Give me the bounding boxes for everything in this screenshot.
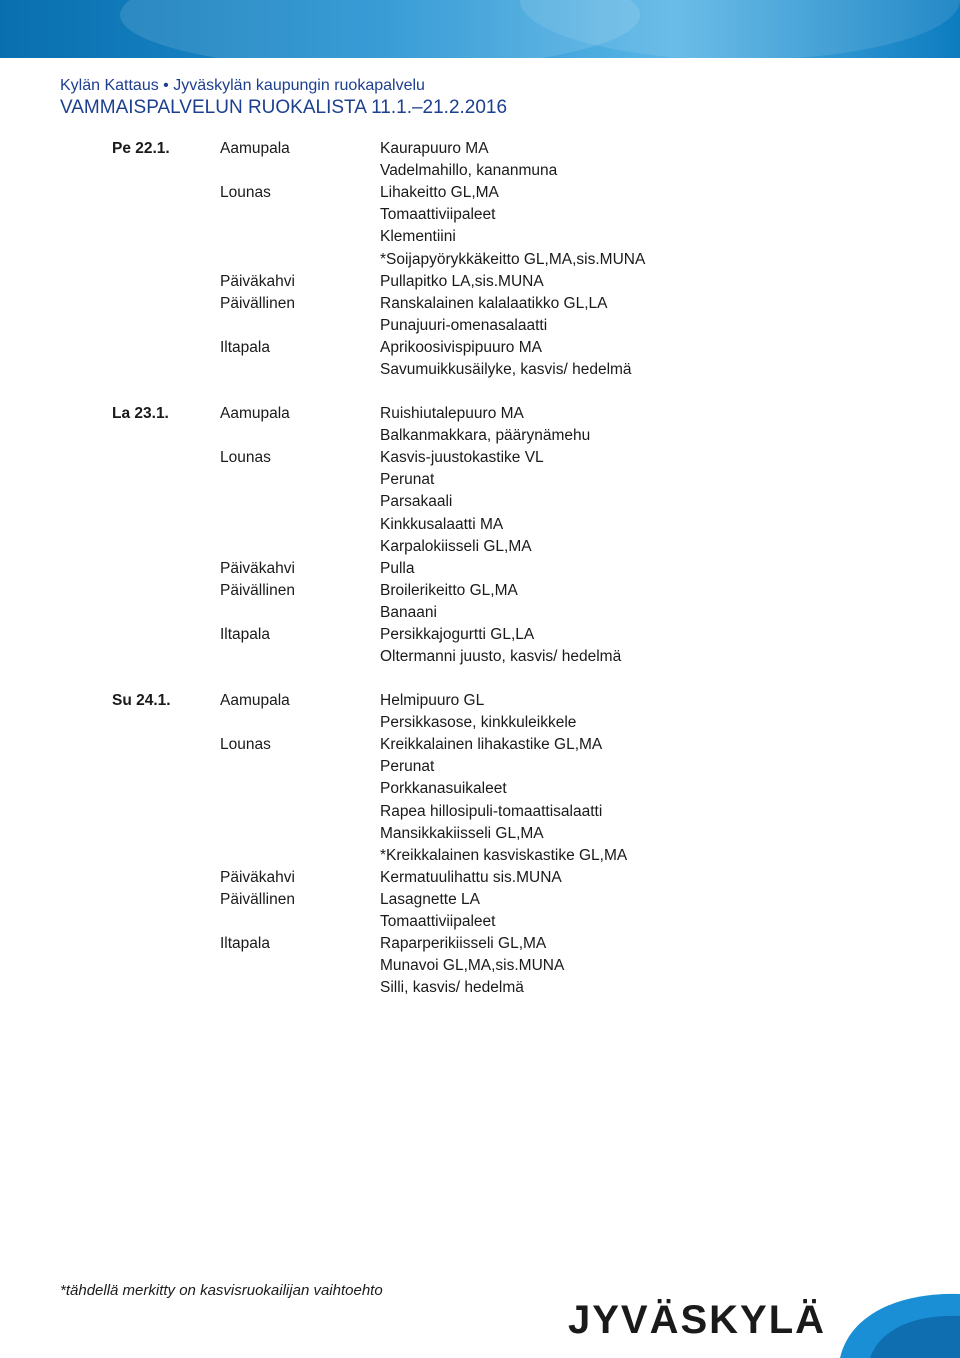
meal-label: Aamupala	[220, 140, 290, 157]
meal-label: Iltapala	[220, 935, 270, 952]
dish-item: Rapea hillosipuli-tomaattisalaatti	[380, 803, 603, 820]
day-date: La 23.1.	[112, 405, 169, 422]
dish-item: Broilerikeitto GL,MA	[380, 582, 518, 599]
dish-item: Persikkajogurtti GL,LA	[380, 626, 535, 643]
meal-label: Päiväkahvi	[220, 869, 295, 886]
day-date: Pe 22.1.	[112, 140, 170, 157]
dish-item: Lihakeitto GL,MA	[380, 184, 499, 201]
menu-title: VAMMAISPALVELUN RUOKALISTA 11.1.–21.2.2016	[60, 97, 508, 118]
dish-item: Banaani	[380, 604, 437, 621]
dish-item: *Kreikkalainen kasviskastike GL,MA	[380, 847, 628, 864]
meal-label: Iltapala	[220, 339, 270, 356]
dish-item: Helmipuuro GL	[380, 692, 485, 709]
meal-label: Päiväkahvi	[220, 273, 295, 290]
dish-item: Raparperikiisseli GL,MA	[380, 935, 547, 952]
dish-item: Silli, kasvis/ hedelmä	[380, 979, 524, 996]
dish-item: Vadelmahillo, kananmuna	[380, 162, 558, 179]
meal-label: Iltapala	[220, 626, 270, 643]
organization-line: Kylän Kattaus • Jyväskylän kaupungin ruokapalvelu	[60, 77, 425, 94]
dish-item: Perunat	[380, 758, 435, 775]
dish-item: Kasvis-juustokastike VL	[380, 449, 544, 466]
dish-item: Munavoi GL,MA,sis.MUNA	[380, 957, 565, 974]
jyvaskyla-logo-swirl-icon	[800, 1284, 960, 1358]
dish-item: Kreikkalainen lihakastike GL,MA	[380, 736, 603, 753]
dish-item: Kinkkusalaatti MA	[380, 516, 504, 533]
dish-item: Porkkanasuikaleet	[380, 780, 507, 797]
dish-item: *Soijapyörykkäkeitto GL,MA,sis.MUNA	[380, 251, 646, 268]
dish-item: Perunat	[380, 471, 435, 488]
dish-item: Tomaattiviipaleet	[380, 206, 496, 223]
dish-item: Parsakaali	[380, 493, 453, 510]
dish-item: Ruishiutalepuuro MA	[380, 405, 524, 422]
top-banner	[0, 0, 960, 58]
meal-label: Aamupala	[220, 405, 290, 422]
meal-label: Päivällinen	[220, 582, 295, 599]
meal-label: Lounas	[220, 736, 271, 753]
dish-item: Klementiini	[380, 228, 456, 245]
dish-item: Karpalokiisseli GL,MA	[380, 538, 532, 555]
meal-label: Päivällinen	[220, 891, 295, 908]
dish-item: Ranskalainen kalalaatikko GL,LA	[380, 295, 608, 312]
dish-item: Punajuuri-omenasalaatti	[380, 317, 548, 334]
meal-label: Lounas	[220, 184, 271, 201]
page-header	[60, 76, 507, 120]
dish-item: Savumuikkusäilyke, kasvis/ hedelmä	[380, 361, 632, 378]
logo-wordmark: JYVÄSKYLÄ	[568, 1298, 827, 1342]
banner-swirl	[520, 0, 960, 58]
meal-label: Päivällinen	[220, 295, 295, 312]
dish-item: Pullapitko LA,sis.MUNA	[380, 273, 544, 290]
meal-label: Lounas	[220, 449, 271, 466]
dish-item: Persikkasose, kinkkuleikkele	[380, 714, 577, 731]
dish-item: Mansikkakiisseli GL,MA	[380, 825, 544, 842]
dish-item: Lasagnette LA	[380, 891, 480, 908]
dish-item: Tomaattiviipaleet	[380, 913, 496, 930]
meal-label: Päiväkahvi	[220, 560, 295, 577]
dish-item: Kaurapuuro MA	[380, 140, 489, 157]
footnote: *tähdellä merkitty on kasvisruokailijan vaihtoehto	[60, 1282, 383, 1299]
day-date: Su 24.1.	[112, 692, 171, 709]
dish-item: Balkanmakkara, päärynämehu	[380, 427, 591, 444]
dish-item: Aprikoosivispipuuro MA	[380, 339, 542, 356]
dish-item: Pulla	[380, 560, 415, 577]
meal-label: Aamupala	[220, 692, 290, 709]
dish-item: Oltermanni juusto, kasvis/ hedelmä	[380, 648, 622, 665]
dish-item: Kermatuulihattu sis.MUNA	[380, 869, 562, 886]
